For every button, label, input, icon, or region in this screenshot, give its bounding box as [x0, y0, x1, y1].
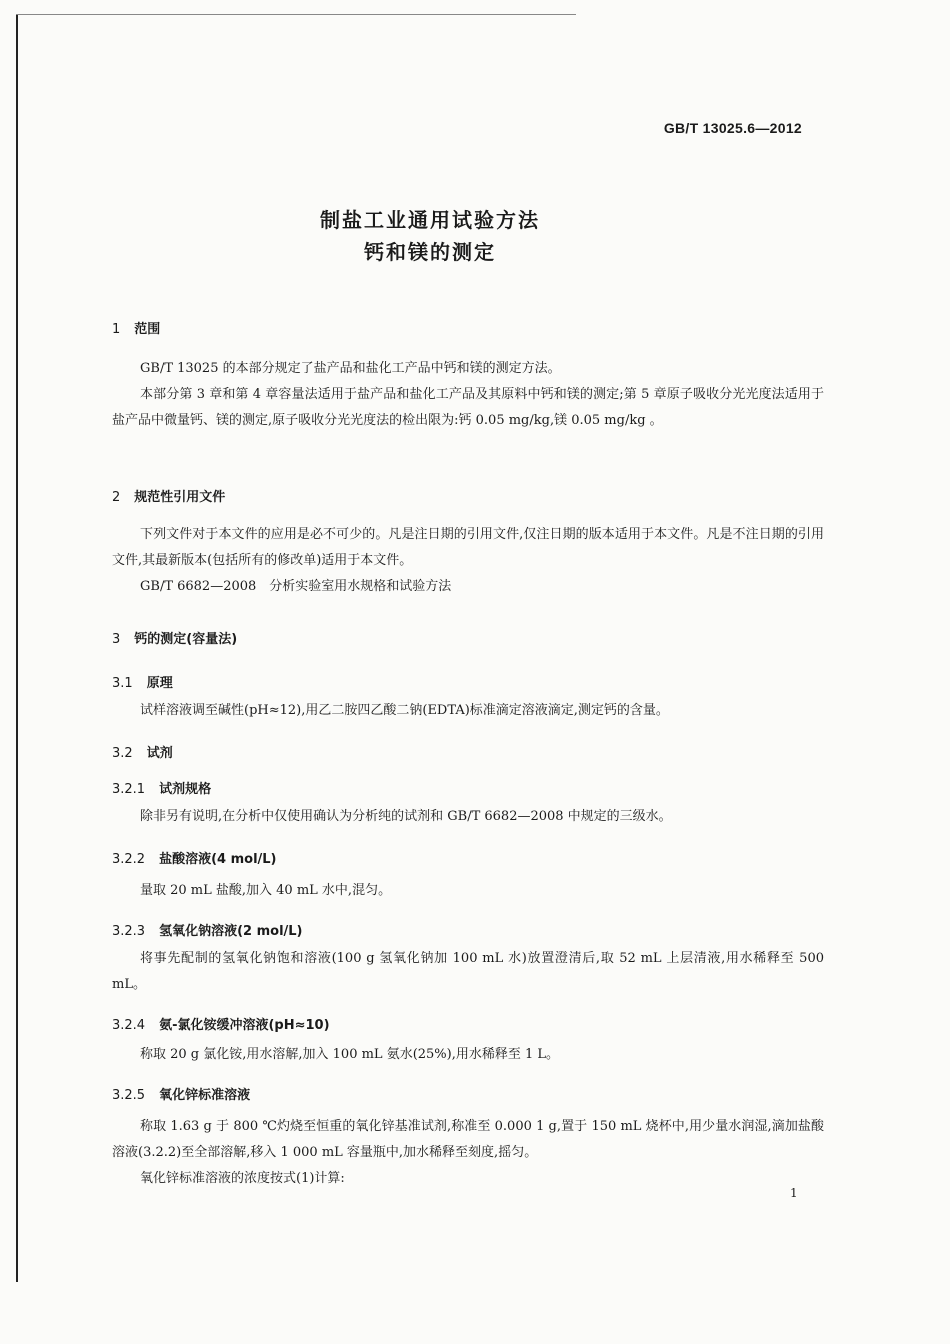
paragraph: 本部分第 3 章和第 4 章容量法适用于盐产品和盐化工产品及其原料中钙和镁的测定;第 5 章原子吸收分光光度法适用于盐产品中微量钙、镁的测定,原子吸收分光光度法的检出限为:钙 0.05 mg/kg,镁 0.05 mg/kg 。: [112, 387, 824, 428]
page-top-border: [16, 14, 576, 15]
subsection-3-1-heading: [112, 672, 173, 691]
section-number: 2: [112, 490, 121, 505]
section-title: 原理: [146, 676, 173, 691]
subsection-3-2-2-heading: [112, 848, 277, 867]
subsection-3-2-5-body: [112, 1114, 824, 1192]
paragraph: 氧化锌标准溶液的浓度按式(1)计算:: [140, 1171, 345, 1186]
section-2-body: [112, 522, 824, 600]
section-number: 1: [112, 322, 121, 337]
document-title: 制盐工业通用试验方法: [320, 208, 540, 232]
subsection-3-2-1-body: [112, 804, 824, 830]
subsection-3-2-5-heading: [112, 1084, 250, 1103]
section-1-body: [112, 356, 824, 434]
section-number: 3.2.3: [112, 924, 146, 939]
paragraph: GB/T 13025 的本部分规定了盐产品和盐化工产品中钙和镁的测定方法。: [140, 361, 561, 376]
section-number: 3: [112, 632, 121, 647]
subsection-3-2-4-heading: [112, 1014, 330, 1033]
section-number: 3.1: [112, 676, 133, 691]
subsection-3-2-1-heading: [112, 778, 211, 797]
section-number: 3.2.5: [112, 1088, 146, 1103]
paragraph: 称取 1.63 g 于 800 ℃灼烧至恒重的氧化锌基准试剂,称准至 0.000 1 g,置于 150 mL 烧杯中,用少量水润湿,滴加盐酸溶液(3.2.2)至全部溶解,移入 1 000 mL 容量瓶中,加水稀释至刻度,摇匀。: [112, 1119, 824, 1160]
section-title: 规范性引用文件: [134, 490, 226, 505]
section-title: 氧化锌标准溶液: [159, 1088, 251, 1103]
section-1-heading: [112, 318, 160, 337]
subsection-3-2-2-body: [112, 878, 824, 904]
paragraph: 将事先配制的氢氧化钠饱和溶液(100 g 氢氧化钠加 100 mL 水)放置澄清后,取 52 mL 上层清液,用水稀释至 500 mL。: [112, 951, 824, 992]
subsection-3-2-heading: [112, 742, 173, 761]
subsection-3-2-3-heading: [112, 920, 303, 939]
section-number: 3.2.4: [112, 1018, 146, 1033]
paragraph: 试样溶液调至碱性(pH≈12),用乙二胺四乙酸二钠(EDTA)标准滴定溶液滴定,测定钙的含量。: [140, 703, 669, 718]
section-number: 3.2: [112, 746, 133, 761]
subsection-3-2-4-body: [112, 1042, 824, 1068]
subsection-3-2-3-body: [112, 946, 824, 998]
paragraph: 下列文件对于本文件的应用是必不可少的。凡是注日期的引用文件,仅注日期的版本适用于本文件。凡是不注日期的引用文件,其最新版本(包括所有的修改单)适用于本文件。: [112, 527, 824, 568]
section-number: 3.2.1: [112, 782, 146, 797]
page-number: 1: [790, 1186, 798, 1200]
section-title: 盐酸溶液(4 mol/L): [159, 852, 277, 867]
normative-reference: GB/T 6682—2008 分析实验室用水规格和试验方法: [140, 579, 452, 594]
paragraph: 称取 20 g 氯化铵,用水溶解,加入 100 mL 氨水(25%),用水稀释至 1 L。: [140, 1047, 560, 1062]
section-2-heading: [112, 486, 225, 505]
section-title: 试剂规格: [159, 782, 212, 797]
section-title: 范围: [134, 322, 161, 337]
paragraph: 除非另有说明,在分析中仅使用确认为分析纯的试剂和 GB/T 6682—2008 中规定的三级水。: [140, 809, 672, 824]
section-title: 氨-氯化铵缓冲溶液(pH≈10): [159, 1018, 330, 1033]
section-title: 氢氧化钠溶液(2 mol/L): [159, 924, 303, 939]
section-title: 钙的测定(容量法): [134, 632, 238, 647]
section-3-heading: [112, 628, 237, 647]
paragraph: 量取 20 mL 盐酸,加入 40 mL 水中,混匀。: [140, 883, 392, 898]
section-title: 试剂: [146, 746, 173, 761]
document-subtitle: 钙和镁的测定: [364, 240, 496, 264]
section-number: 3.2.2: [112, 852, 146, 867]
subsection-3-1-body: [112, 698, 824, 724]
standard-code: GB/T 13025.6—2012: [663, 120, 802, 136]
